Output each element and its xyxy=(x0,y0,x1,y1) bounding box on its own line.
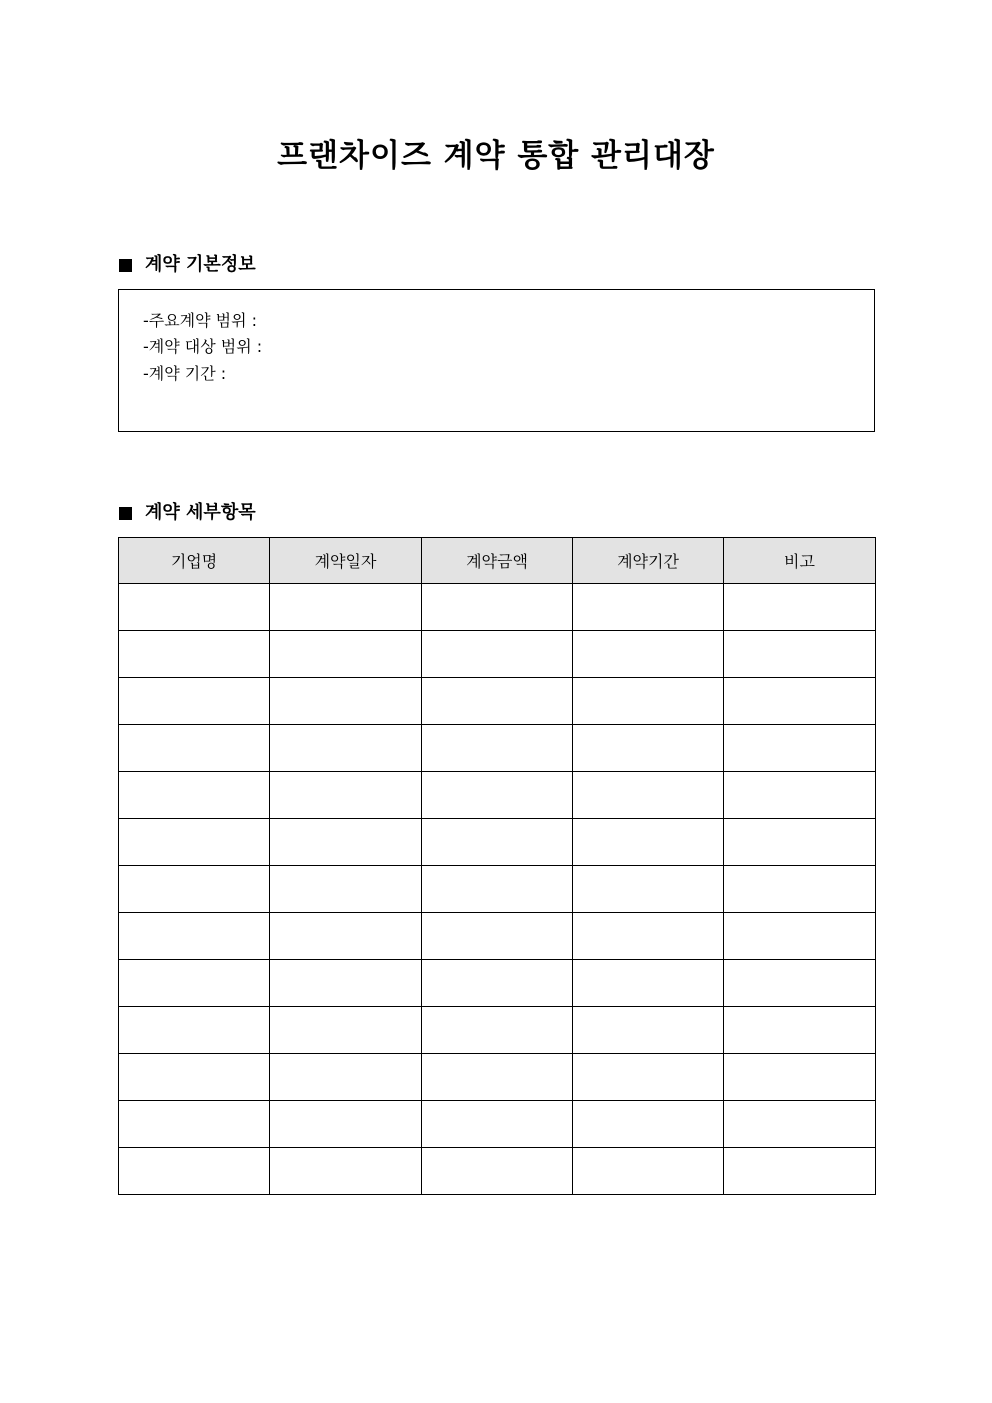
table-cell[interactable] xyxy=(724,913,876,960)
column-header-remarks: 비고 xyxy=(724,538,876,584)
table-cell[interactable] xyxy=(724,1007,876,1054)
table-row xyxy=(119,1101,876,1148)
section-heading-label: 계약 기본정보 xyxy=(145,254,256,275)
column-header-contract-amount: 계약금액 xyxy=(422,538,573,584)
table-cell[interactable] xyxy=(724,866,876,913)
table-row xyxy=(119,725,876,772)
table-row xyxy=(119,1007,876,1054)
table-cell[interactable] xyxy=(119,678,270,725)
table-cell[interactable] xyxy=(422,913,573,960)
table-cell[interactable] xyxy=(270,1007,422,1054)
section-heading-label: 계약 세부항목 xyxy=(145,502,256,523)
table-cell[interactable] xyxy=(573,819,724,866)
table-row xyxy=(119,866,876,913)
table-cell[interactable] xyxy=(573,866,724,913)
table-cell[interactable] xyxy=(119,960,270,1007)
info-line-scope: -주요계약 범위 : xyxy=(143,311,258,330)
info-line-period: -계약 기간 : xyxy=(143,364,227,383)
table-cell[interactable] xyxy=(119,725,270,772)
table-cell[interactable] xyxy=(724,819,876,866)
table-cell[interactable] xyxy=(422,819,573,866)
table-cell[interactable] xyxy=(422,1007,573,1054)
table-cell[interactable] xyxy=(573,1101,724,1148)
table-cell[interactable] xyxy=(119,631,270,678)
table-cell[interactable] xyxy=(573,1148,724,1195)
table-cell[interactable] xyxy=(270,725,422,772)
table-row xyxy=(119,1054,876,1101)
table-cell[interactable] xyxy=(422,631,573,678)
table-cell[interactable] xyxy=(573,913,724,960)
black-square-bullet-icon xyxy=(119,259,132,272)
table-cell[interactable] xyxy=(119,819,270,866)
column-header-company: 기업명 xyxy=(119,538,270,584)
page-title: 프랜차이즈 계약 통합 관리대장 xyxy=(277,138,715,174)
table-cell[interactable] xyxy=(270,1101,422,1148)
table-cell[interactable] xyxy=(422,960,573,1007)
table-cell[interactable] xyxy=(119,1148,270,1195)
table-cell[interactable] xyxy=(724,584,876,631)
table-cell[interactable] xyxy=(270,1148,422,1195)
table-cell[interactable] xyxy=(422,678,573,725)
table-cell[interactable] xyxy=(422,1148,573,1195)
table-cell[interactable] xyxy=(724,1101,876,1148)
table-row xyxy=(119,1148,876,1195)
table-cell[interactable] xyxy=(270,866,422,913)
table-row xyxy=(119,772,876,819)
table-cell[interactable] xyxy=(270,584,422,631)
table-row xyxy=(119,584,876,631)
column-header-contract-date: 계약일자 xyxy=(270,538,422,584)
table-cell[interactable] xyxy=(270,631,422,678)
table-cell[interactable] xyxy=(573,678,724,725)
table-cell[interactable] xyxy=(422,772,573,819)
table-cell[interactable] xyxy=(724,960,876,1007)
table-cell[interactable] xyxy=(270,913,422,960)
table-cell[interactable] xyxy=(724,772,876,819)
table-cell[interactable] xyxy=(422,1101,573,1148)
table-cell[interactable] xyxy=(422,866,573,913)
basic-info-box xyxy=(118,289,875,432)
table-cell[interactable] xyxy=(422,725,573,772)
table-row xyxy=(119,631,876,678)
table-body xyxy=(119,584,876,1195)
table-cell[interactable] xyxy=(119,1101,270,1148)
table-cell[interactable] xyxy=(270,678,422,725)
table-cell[interactable] xyxy=(119,913,270,960)
table-cell[interactable] xyxy=(270,1054,422,1101)
table-cell[interactable] xyxy=(573,584,724,631)
info-line-target: -계약 대상 범위 : xyxy=(143,337,263,356)
table-row xyxy=(119,819,876,866)
table-cell[interactable] xyxy=(724,631,876,678)
column-header-contract-period: 계약기간 xyxy=(573,538,724,584)
table-cell[interactable] xyxy=(724,1148,876,1195)
table-row xyxy=(119,913,876,960)
table-cell[interactable] xyxy=(119,772,270,819)
table-header-row xyxy=(119,538,876,584)
table-cell[interactable] xyxy=(724,1054,876,1101)
black-square-bullet-icon xyxy=(119,507,132,520)
table-cell[interactable] xyxy=(573,772,724,819)
table-cell[interactable] xyxy=(724,725,876,772)
table-cell[interactable] xyxy=(119,866,270,913)
table-cell[interactable] xyxy=(119,1054,270,1101)
table-cell[interactable] xyxy=(270,819,422,866)
table-cell[interactable] xyxy=(119,1007,270,1054)
table-cell[interactable] xyxy=(422,1054,573,1101)
contract-detail-table xyxy=(118,537,876,1195)
table-cell[interactable] xyxy=(573,1054,724,1101)
table-row xyxy=(119,678,876,725)
table-cell[interactable] xyxy=(573,725,724,772)
table-cell[interactable] xyxy=(422,584,573,631)
table-cell[interactable] xyxy=(270,960,422,1007)
table-cell[interactable] xyxy=(724,678,876,725)
table-cell[interactable] xyxy=(119,584,270,631)
section-heading-basic-info xyxy=(119,252,256,278)
section-heading-details xyxy=(119,500,256,526)
table-cell[interactable] xyxy=(573,960,724,1007)
table-cell[interactable] xyxy=(573,631,724,678)
table-row xyxy=(119,960,876,1007)
table-cell[interactable] xyxy=(270,772,422,819)
table-cell[interactable] xyxy=(573,1007,724,1054)
